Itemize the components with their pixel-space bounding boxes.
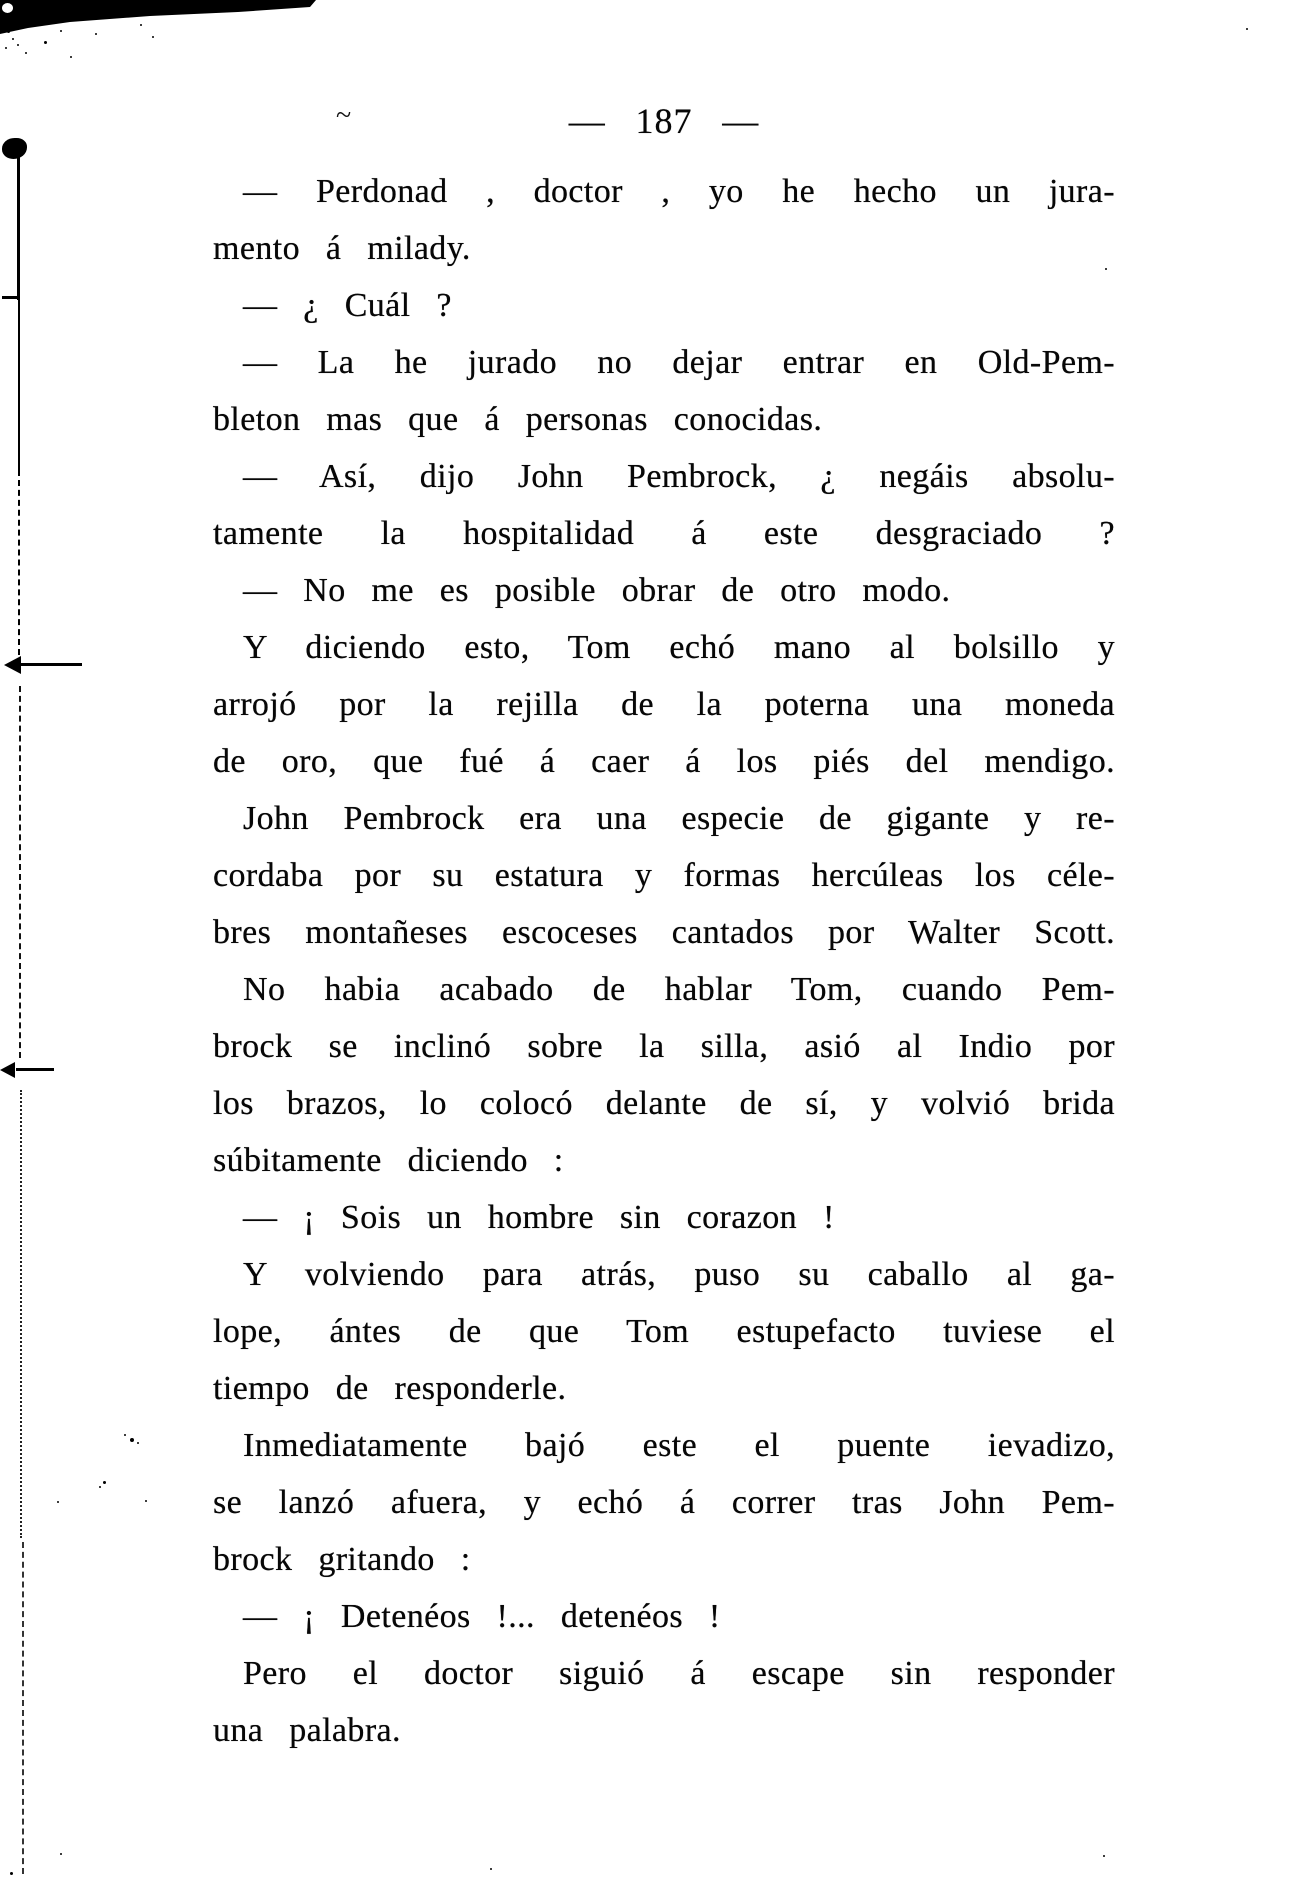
text-line: — Así, dijo John Pembrock, ¿ negáis absolu- [243, 458, 1115, 495]
scan-speck [103, 1481, 106, 1484]
scan-speck [25, 52, 27, 54]
scan-speck [137, 1442, 139, 1444]
scan-speck [490, 1868, 492, 1870]
scan-artifact-arrow-dash [20, 663, 82, 666]
text-line: — ¡ Detenéos !... detenéos ! [243, 1598, 721, 1635]
scan-speck [12, 38, 14, 40]
scan-artifact-margin-line [17, 154, 20, 300]
scan-speck [5, 47, 7, 49]
text-line: — Perdonad , doctor , yo he hecho un jura- [243, 173, 1115, 210]
scan-speck [152, 36, 154, 38]
scan-artifact-margin-line [18, 300, 20, 470]
text-line: John Pembrock era una especie de gigante y re- [243, 800, 1115, 837]
scan-artifact-margin-line [19, 686, 21, 1058]
text-line: cordaba por su estatura y formas hercúleas los céle- [213, 857, 1115, 894]
scan-speck [140, 24, 142, 26]
scan-artifact-arrow-dash [16, 1068, 54, 1071]
scan-speck [95, 33, 97, 35]
scan-speck [44, 41, 47, 44]
scan-speck [7, 30, 10, 33]
scan-speck [124, 1434, 126, 1436]
text-line: tamente la hospitalidad á este desgraciado ? [213, 515, 1115, 552]
text-line: Y diciendo esto, Tom echó mano al bolsillo y [243, 629, 1115, 666]
text-line: una palabra. [213, 1712, 401, 1749]
scan-artifact-arrow-mark [4, 656, 21, 674]
scan-speck [145, 1500, 147, 1502]
text-line: mento á milady. [213, 230, 471, 267]
text-line: bleton mas que á personas conocidas. [213, 401, 823, 438]
text-line: — ¡ Sois un hombre sin corazon ! [243, 1199, 835, 1236]
scan-artifact-margin-line [18, 470, 20, 655]
text-line: No habia acabado de hablar Tom, cuando Pem- [243, 971, 1115, 1008]
text-line: lope, ántes de que Tom estupefacto tuviese el [213, 1313, 1115, 1350]
text-line: súbitamente diciendo : [213, 1142, 564, 1179]
scan-speck [1246, 28, 1248, 30]
text-line: se lanzó afuera, y echó á correr tras John Pem- [213, 1484, 1115, 1521]
text-line: — ¿ Cuál ? [243, 287, 452, 324]
scan-speck [17, 44, 19, 46]
text-line: bres montañeses escoceses cantados por Walter Scott. [213, 914, 1115, 951]
scan-speck [10, 1872, 13, 1875]
page-number: — 187 — [568, 101, 760, 141]
text-line: de oro, que fué á caer á los piés del mendigo. [213, 743, 1115, 780]
text-line: tiempo de responderle. [213, 1370, 567, 1407]
scan-artifact-top-ink [0, 0, 316, 36]
text-line: brock gritando : [213, 1541, 471, 1578]
text-line: brock se inclinó sobre la silla, asió al Indio por [213, 1028, 1115, 1065]
scan-speck [60, 1853, 62, 1855]
scan-speck [57, 1501, 59, 1503]
scan-artifact-margin-blob [2, 138, 27, 159]
scan-speck [60, 30, 62, 32]
text-line: — La he jurado no dejar entrar en Old-Pem- [243, 344, 1115, 381]
scan-artifact-tilde-mark: ~ [336, 100, 352, 131]
scan-artifact-top-ink-hole [2, 3, 13, 13]
scan-artifact-margin-line [20, 1090, 22, 1538]
page-text [213, 163, 1115, 1759]
scan-artifact-arrow-mark [0, 1062, 15, 1078]
text-line: Inmediatamente bajó este el puente ievadizo, [243, 1427, 1115, 1464]
text-line: — No me es posible obrar de otro modo. [243, 572, 951, 609]
text-line: arrojó por la rejilla de la poterna una moneda [213, 686, 1115, 723]
scan-artifact-margin-tick [2, 296, 17, 299]
text-line: los brazos, lo colocó delante de sí, y volvió brida [213, 1085, 1115, 1122]
text-line: Pero el doctor siguió á escape sin responder [243, 1655, 1115, 1692]
scan-speck [130, 1438, 134, 1442]
scan-speck [1103, 1855, 1105, 1857]
scan-speck [70, 56, 72, 58]
scan-artifact-margin-line [22, 1542, 24, 1874]
text-line: Y volviendo para atrás, puso su caballo al ga- [243, 1256, 1115, 1293]
scan-speck [99, 1486, 101, 1488]
